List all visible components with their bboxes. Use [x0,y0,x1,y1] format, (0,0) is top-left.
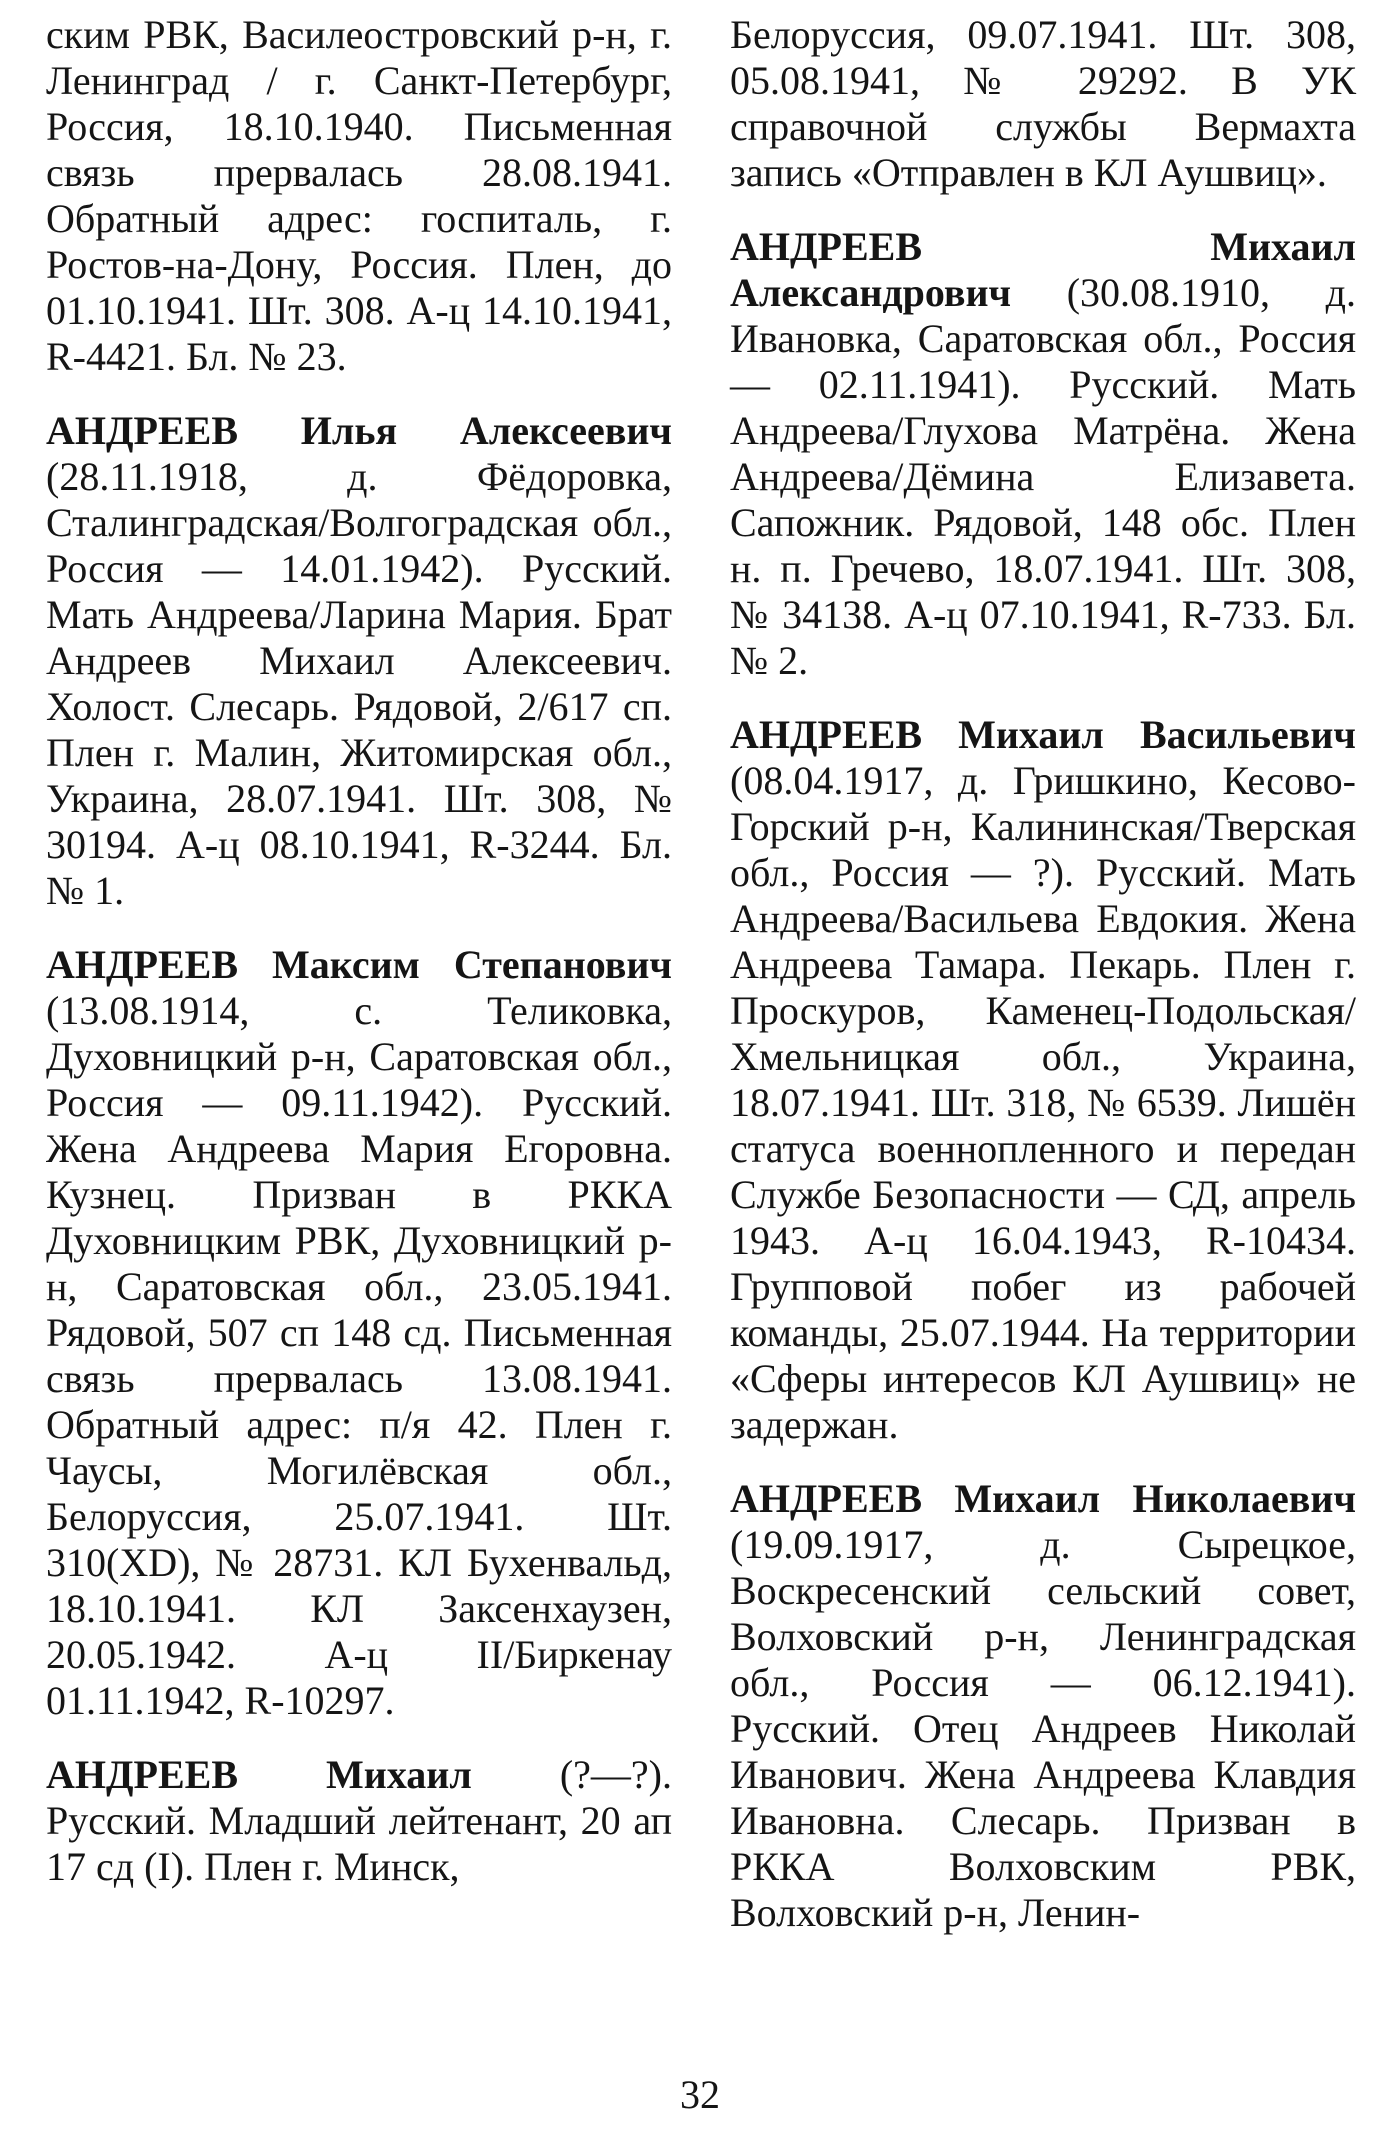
entry-paragraph [730,224,1356,684]
entry-continuation [46,12,672,380]
entry-name: АНДРЕЕВ Максим Степанович [46,942,672,987]
entry-text: (?—?). Русский. Младший лейтенант, 20 ап 17 сд (I). Плен г. Минск, [46,1752,672,1889]
entry-name: АНДРЕЕВ Илья Алексеевич [46,408,672,453]
entry-paragraph [46,1752,672,1890]
entry-name: АНДРЕЕВ Михаил Александрович [730,224,1356,315]
entry-text: (13.08.1914, с. Теликовка, Духовницкий р-н, Саратовская обл., Россия — 09.11.1942). Русский. Жена Андреева Мария Егоровна. Кузнец. Призван в РККА Духовницким РВК, Духовницкий р-н, Саратовская обл., 23.05.1941. Рядовой, 507 сп 148 сд. Письменная связь прервалась 13.08.1941. Обратный адрес: п/я 42. Плен г. Чаусы, Могилёвская обл., Белоруссия, 25.07.1941. Шт. 310(XD), № 28731. КЛ Бухенвальд, 18.10.1941. КЛ Заксенхаузен, 20.05.1942. А-ц II/Биркенау 01.11.1942, R-10297. [46,988,672,1723]
entry-paragraph [730,1476,1356,1936]
entry-text: (28.11.1918, д. Фёдоровка, Сталинградская/Волгоградская обл., Россия — 14.01.1942). Русский. Мать Андреева/Ларина Мария. Брат Андреев Михаил Алексеевич. Холост. Слесарь. Рядовой, 2/617 сп. Плен г. Малин, Житомирская обл., Украина, 28.07.1941. Шт. 308, № 30194. А-ц 08.10.1941, R-3244. Бл. № 1. [46,454,672,913]
entry-text: (30.08.1910, д. Ивановка, Саратовская обл., Россия — 02.11.1941). Русский. Мать Андреева/Глухова Матрёна. Жена Андреева/Дёмина Елизавета. Сапожник. Рядовой, 148 обс. Плен н. п. Гречево, 18.07.1941. Шт. 308, № 34138. А-ц 07.10.1941, R-733. Бл. № 2. [730,270,1356,683]
entry-paragraph [730,712,1356,1448]
entry-text: ским РВК, Василеостровский р-н, г. Ленинград / г. Санкт-Петербург, Россия, 18.10.1940. Письменная связь прервалась 28.08.1941. Обратный адрес: госпиталь, г. Ростов-на-Дону, Россия. Плен, до 01.10.1941. Шт. 308. А-ц 14.10.1941, R-4421. Бл. № 23. [46,12,672,379]
page-number: 32 [680,2072,720,2117]
entry-text: (19.09.1917, д. Сырецкое, Воскресенский сельский совет, Волховский р-н, Ленинградская обл., Россия — 06.12.1941). Русский. Отец Андреев Николай Иванович. Жена Андреева Клавдия Ивановна. Слесарь. Призван в РККА Волховским РВК, Волховский р-н, Ленин- [730,1522,1356,1935]
page-footer [0,2072,1400,2118]
entry-name: АНДРЕЕВ Михаил [46,1752,472,1797]
left-column [46,12,672,1936]
entry-paragraph [46,408,672,914]
right-column [730,12,1356,1936]
entry-continuation [730,12,1356,196]
entry-text: Белоруссия, 09.07.1941. Шт. 308, 05.08.1941, № 29292. В УК справочной службы Вермахта запись «Отправлен в КЛ Аушвиц». [730,12,1356,195]
entry-paragraph [46,942,672,1724]
entry-text: (08.04.1917, д. Гришкино, Кесово-Горский р-н, Калининская/Тверская обл., Россия — ?). Русский. Мать Андреева/Васильева Евдокия. Жена Андреева Тамара. Пекарь. Плен г. Проскуров, Каменец-Подольская/Хмельницкая обл., Украина, 18.07.1941. Шт. 318, № 6539. Лишён статуса военнопленного и передан Службе Безопасности — СД, апрель 1943. А-ц 16.04.1943, R-10434. Групповой побег из рабочей команды, 25.07.1944. На территории «Сферы интересов КЛ Аушвиц» не задержан. [730,758,1356,1447]
entry-name: АНДРЕЕВ Михаил Николаевич [730,1476,1356,1521]
two-column-text-block [46,12,1356,1936]
entry-name: АНДРЕЕВ Михаил Васильевич [730,712,1356,757]
